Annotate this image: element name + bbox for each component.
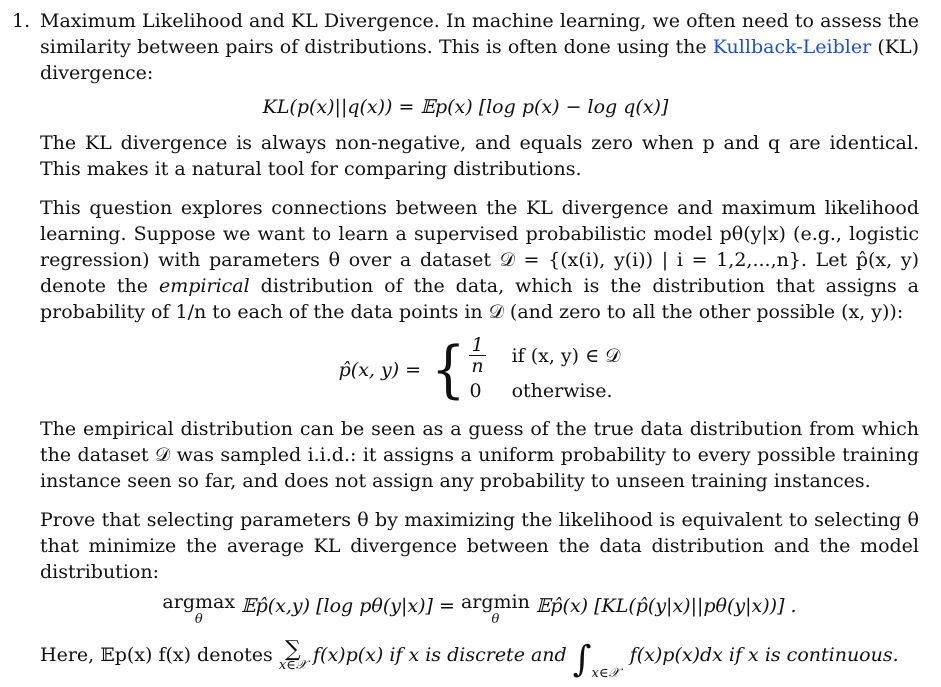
- case1-numerator: 1: [471, 334, 484, 356]
- setup-text-a: This question explores connections between the KL divergence and maximum likelihood learning. Suppose we want to learn a supervised probabilistic model pθ(y|x) (e.g., logistic regression) with parameters θ over a dataset 𝒟 = {(x(i), y(i)) | i = 1,2,...,n}. Let p̂(x, y) denote the: [40, 197, 919, 297]
- sum-subscript: x∈𝒳: [278, 658, 307, 673]
- empirical-distribution-equation: [40, 332, 919, 406]
- argmin-operator: [461, 593, 530, 629]
- kl-link[interactable]: Kullback-Leibler: [712, 36, 872, 58]
- argmax-operator: [162, 593, 235, 629]
- footer-discrete: f(x)p(x) if x is discrete and: [313, 644, 567, 666]
- setup-text-b: distribution of the data, which is the distribution that assigns a probability of 1/n to each of the data points in 𝒟 (and zero to all the other possible (x, y)):: [40, 275, 919, 323]
- paragraph-kl-properties: The KL divergence is always non-negative, and equals zero when p and q are identical. This makes it a natural tool for comparing distributions.: [40, 132, 919, 180]
- argmax-subscript: θ: [194, 612, 203, 627]
- paragraph-prove: Prove that selecting parameters θ by maximizing the likelihood is equivalent to selecting θ that minimize the average KL divergence between the data distribution and the model distribution:: [40, 509, 919, 583]
- question-title: Maximum Likelihood and KL Divergence.: [40, 10, 440, 32]
- integral-symbol: ∫: [572, 639, 592, 680]
- paragraph-expectation-definition: [40, 637, 919, 687]
- integral-subscript: x∈𝒳: [591, 666, 620, 681]
- case2-value: 0: [469, 380, 482, 402]
- question-block: [12, 8, 919, 86]
- kl-equation: KL(p(x)||q(x)) = 𝔼p(x) [log p(x) − log q(x)]: [262, 96, 669, 118]
- brace-glyph: {: [431, 332, 466, 406]
- intro-text-after-link: (KL) divergence:: [40, 36, 919, 84]
- case1-condition: if (x, y) ∈ 𝒟: [511, 344, 621, 367]
- paragraph-setup: [40, 195, 919, 325]
- argmax-label: argmax: [162, 591, 236, 613]
- case1-denominator: n: [471, 355, 484, 377]
- argmin-subscript: θ: [491, 612, 500, 627]
- case1-fraction: [469, 335, 485, 376]
- lhs-expectation: 𝔼p̂(x,y) [log pθ(y|x)] =: [241, 595, 455, 617]
- argmax-argmin-equation: [40, 593, 919, 629]
- rhs-expectation: 𝔼p̂(x) [KL(p̂(y|x)||pθ(y|x))] .: [535, 595, 797, 617]
- piecewise-lhs: p̂(x, y) =: [338, 358, 422, 381]
- footer-continuous: f(x)p(x)dx if x is continuous.: [629, 644, 899, 666]
- intro-paragraph: [40, 8, 919, 86]
- argmin-label: argmin: [460, 591, 530, 613]
- intro-text-before-link: In machine learning, we often need to assess the similarity between pairs of distributions. This is often done using the: [40, 10, 919, 58]
- paragraph-empirical-explanation: The empirical distribution can be seen as a guess of the true data distribution from which the dataset 𝒟 was sampled i.i.d.: it assigns a uniform probability to every possible training instance seen so far, and does not assign any probability to unseen training instances.: [40, 418, 919, 492]
- case2-condition: otherwise.: [511, 380, 613, 402]
- footer-lead: Here, 𝔼p(x) f(x) denotes: [40, 644, 273, 666]
- empirical-emphasis: empirical: [158, 275, 250, 297]
- question-number: 1.: [12, 10, 31, 32]
- sum-symbol: ∑: [285, 637, 301, 662]
- piecewise-cases: [469, 335, 620, 404]
- sum-operator: [278, 637, 307, 674]
